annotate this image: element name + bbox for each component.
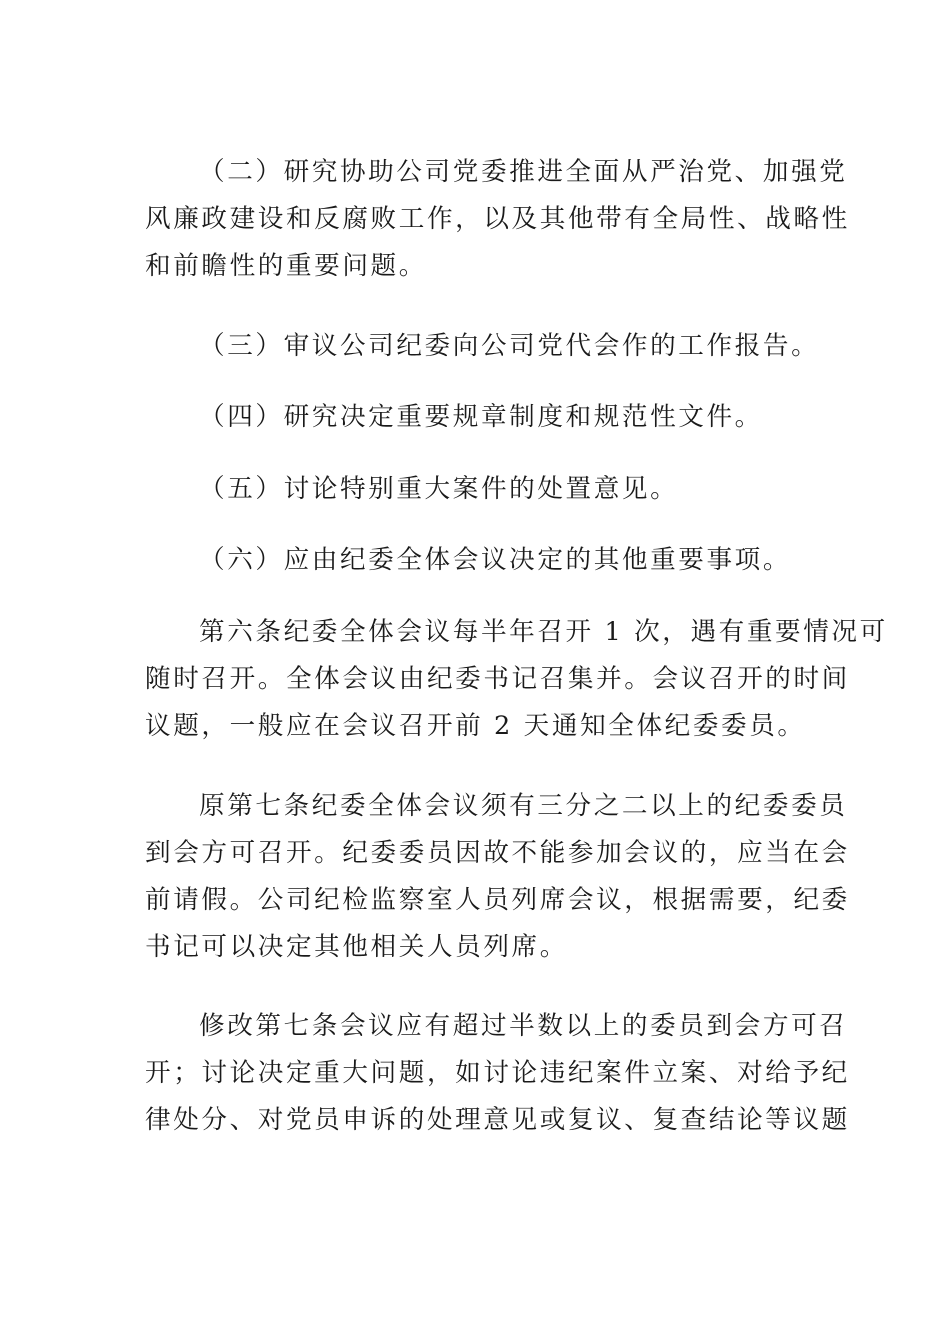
text-line: 原第七条纪委全体会议须有三分之二以上的纪委委员 xyxy=(199,791,848,821)
paragraph-item-5 xyxy=(145,466,810,513)
text-line: （四）研究决定重要规章制度和规范性文件。 xyxy=(199,402,763,432)
text-line: 开；讨论决定重大问题，如讨论违纪案件立案、对给予纪 xyxy=(145,1058,850,1088)
paragraph-item-3 xyxy=(145,323,820,370)
paragraph-item-2 xyxy=(145,149,850,290)
text-line: 书记可以决定其他相关人员列席。 xyxy=(145,932,568,962)
text-line: 议题，一般应在会议召开前 2 天通知全体纪委委员。 xyxy=(145,711,806,741)
text-line: （二）研究协助公司党委推进全面从严治党、加强党 xyxy=(199,157,848,187)
text-line: 到会方可召开。纪委委员因故不能参加会议的，应当在会 xyxy=(145,838,850,868)
text-line: 修改第七条会议应有超过半数以上的委员到会方可召 xyxy=(199,1011,848,1041)
text-line: （五）讨论特别重大案件的处置意见。 xyxy=(199,474,679,504)
text-line: （六）应由纪委全体会议决定的其他重要事项。 xyxy=(199,545,792,575)
text-line: （三）审议公司纪委向公司党代会作的工作报告。 xyxy=(199,331,820,361)
text-line: 随时召开。全体会议由纪委书记召集并。会议召开的时间 xyxy=(145,664,850,694)
article-7-original-paragraph xyxy=(145,783,850,971)
text-line: 和前瞻性的重要问题。 xyxy=(145,251,427,281)
paragraph-item-6 xyxy=(145,537,810,584)
paragraph-item-4 xyxy=(145,394,810,441)
article-7-revised-paragraph xyxy=(145,1003,850,1144)
text-line: 律处分、对党员申诉的处理意见或复议、复查结论等议题 xyxy=(145,1105,850,1135)
text-line: 第六条纪委全体会议每半年召开 1 次，遇有重要情况可 xyxy=(199,617,888,647)
text-line: 前请假。公司纪检监察室人员列席会议，根据需要，纪委 xyxy=(145,885,850,915)
article-6-paragraph xyxy=(145,609,888,750)
text-line: 风廉政建设和反腐败工作，以及其他带有全局性、战略性 xyxy=(145,204,850,234)
